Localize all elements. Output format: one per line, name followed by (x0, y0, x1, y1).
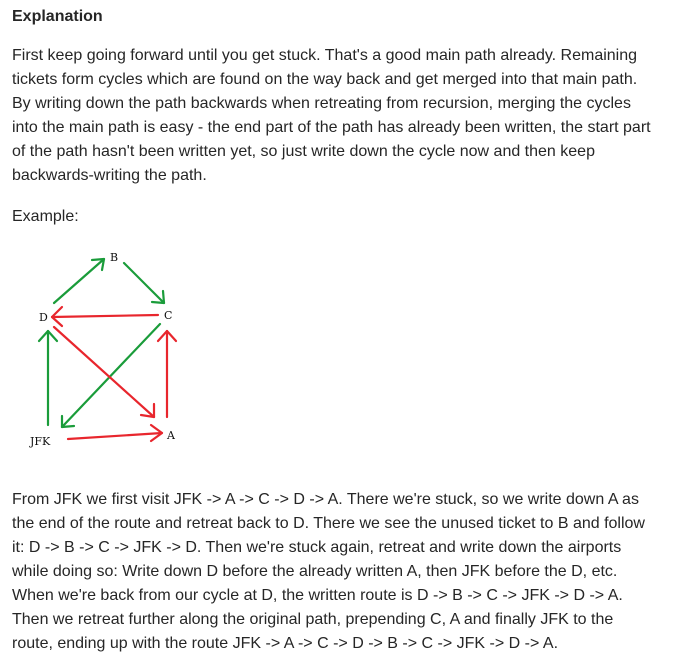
node-label-jfk: JFK (30, 435, 51, 448)
edge-c-to-d (52, 315, 158, 317)
text-line: When we're back from our cycle at D, the written route is D -> B -> C -> JFK -> D -> A. (12, 587, 623, 604)
ticket-graph-diagram (24, 245, 189, 455)
walkthrough-paragraph (12, 488, 645, 656)
text-line: First keep going forward until you get stuck. That's a good main path already. Remaining (12, 47, 638, 64)
node-label-c: C (164, 309, 173, 322)
node-label-d: D (39, 311, 48, 324)
text-line: From JFK we first visit JFK -> A -> C -> D -> A. There we're stuck, so we write down A as (12, 491, 639, 508)
node-label-b: B (110, 251, 119, 264)
text-line: of the path hasn't been written yet, so just write down the cycle now and then keep (12, 143, 595, 160)
text-line: into the main path is easy - the end part of the path has already been written, the start part (12, 119, 651, 136)
text-line: backwards-writing the path. (12, 167, 207, 184)
edge-b-to-c (124, 263, 164, 303)
edge-d-to-a (54, 327, 154, 417)
text-line: Example: (12, 208, 79, 225)
text-line: while doing so: Write down D before the already written A, then JFK before the D, etc. (12, 563, 618, 580)
edge-c-to-jfk (62, 324, 160, 427)
section-heading: Explanation (12, 8, 103, 25)
edge-jfk-to-a (68, 433, 162, 439)
text-line: it: D -> B -> C -> JFK -> D. Then we're stuck again, retreat and write down the airports (12, 539, 622, 556)
edge-d-to-b (54, 259, 104, 303)
node-label-a: A (167, 429, 175, 442)
explanation-paragraph (12, 44, 651, 188)
text-line: tickets form cycles which are found on the way back and get merged into that main path. (12, 71, 638, 88)
text-line: By writing down the path backwards when retreating from recursion, merging the cycles (12, 95, 631, 112)
example-label (12, 205, 79, 229)
text-line: Then we retreat further along the original path, prepending C, A and finally JFK to the (12, 611, 614, 628)
text-line: the end of the route and retreat back to D. There we see the unused ticket to B and follow (12, 515, 645, 532)
text-line: route, ending up with the route JFK -> A -> C -> D -> B -> C -> JFK -> D -> A. (12, 635, 559, 652)
